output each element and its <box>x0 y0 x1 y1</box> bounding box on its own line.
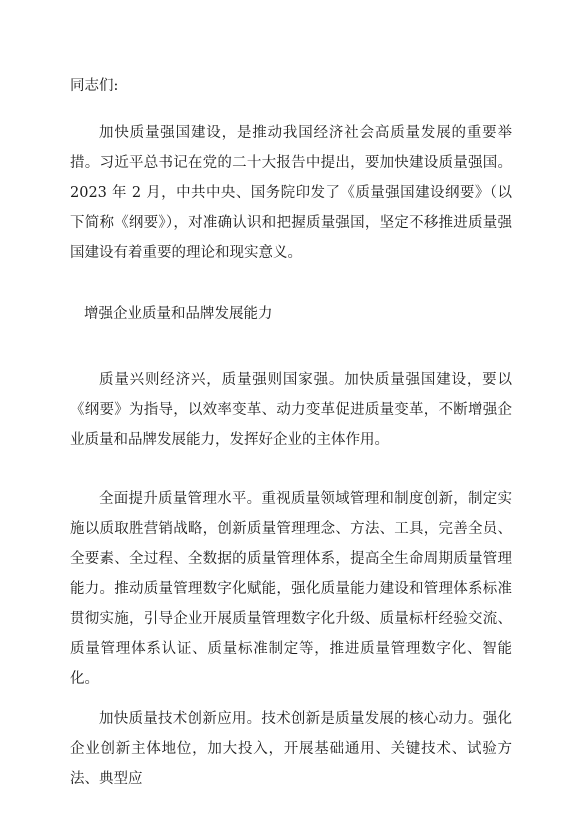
intro-paragraph: 加快质量强国建设，是推动我国经济社会高质量发展的重要举措。习近平总书记在党的二十大报告中提出，要加快建设质量强国。2023 年 2 月，中共中央、国务院印发了《质量强国建设纲要》（以下简称《纲要》），对准确认识和把握质量强国，坚定不移推进质量强国建设有着重要的理论和现实意义。 <box>70 125 512 261</box>
section-heading: 增强企业质量和品牌发展能力 <box>84 306 273 322</box>
section-intro-paragraph: 质量兴则经济兴，质量强则国家强。加快质量强国建设，要以《纲要》为指导，以效率变革、动力变革促进质量变革，不断增强企业质量和品牌发展能力，发挥好企业的主体作用。 <box>70 372 512 448</box>
greeting-line: 同志们: <box>70 78 119 94</box>
quality-management-paragraph: 全面提升质量管理水平。重视质量领域管理和制度创新，制定实施以质取胜营销战略，创新质量管理理念、方法、工具，完善全员、全要素、全过程、全数据的质量管理体系，提高全生命周期质量管理能力。推动质量管理数字化赋能，强化质量能力建设和管理体系标准贯彻实施，引导企业开展质量管理数字化升级、质量标杆经验交流、质量管理体系认证、质量标准制定等，推进质量管理数字化、智能化。 <box>70 491 512 687</box>
quality-technology-paragraph: 加快质量技术创新应用。技术创新是质量发展的核心动力。强化企业创新主体地位，加大投入，开展基础通用、关键技术、试验方法、典型应 <box>70 711 512 787</box>
